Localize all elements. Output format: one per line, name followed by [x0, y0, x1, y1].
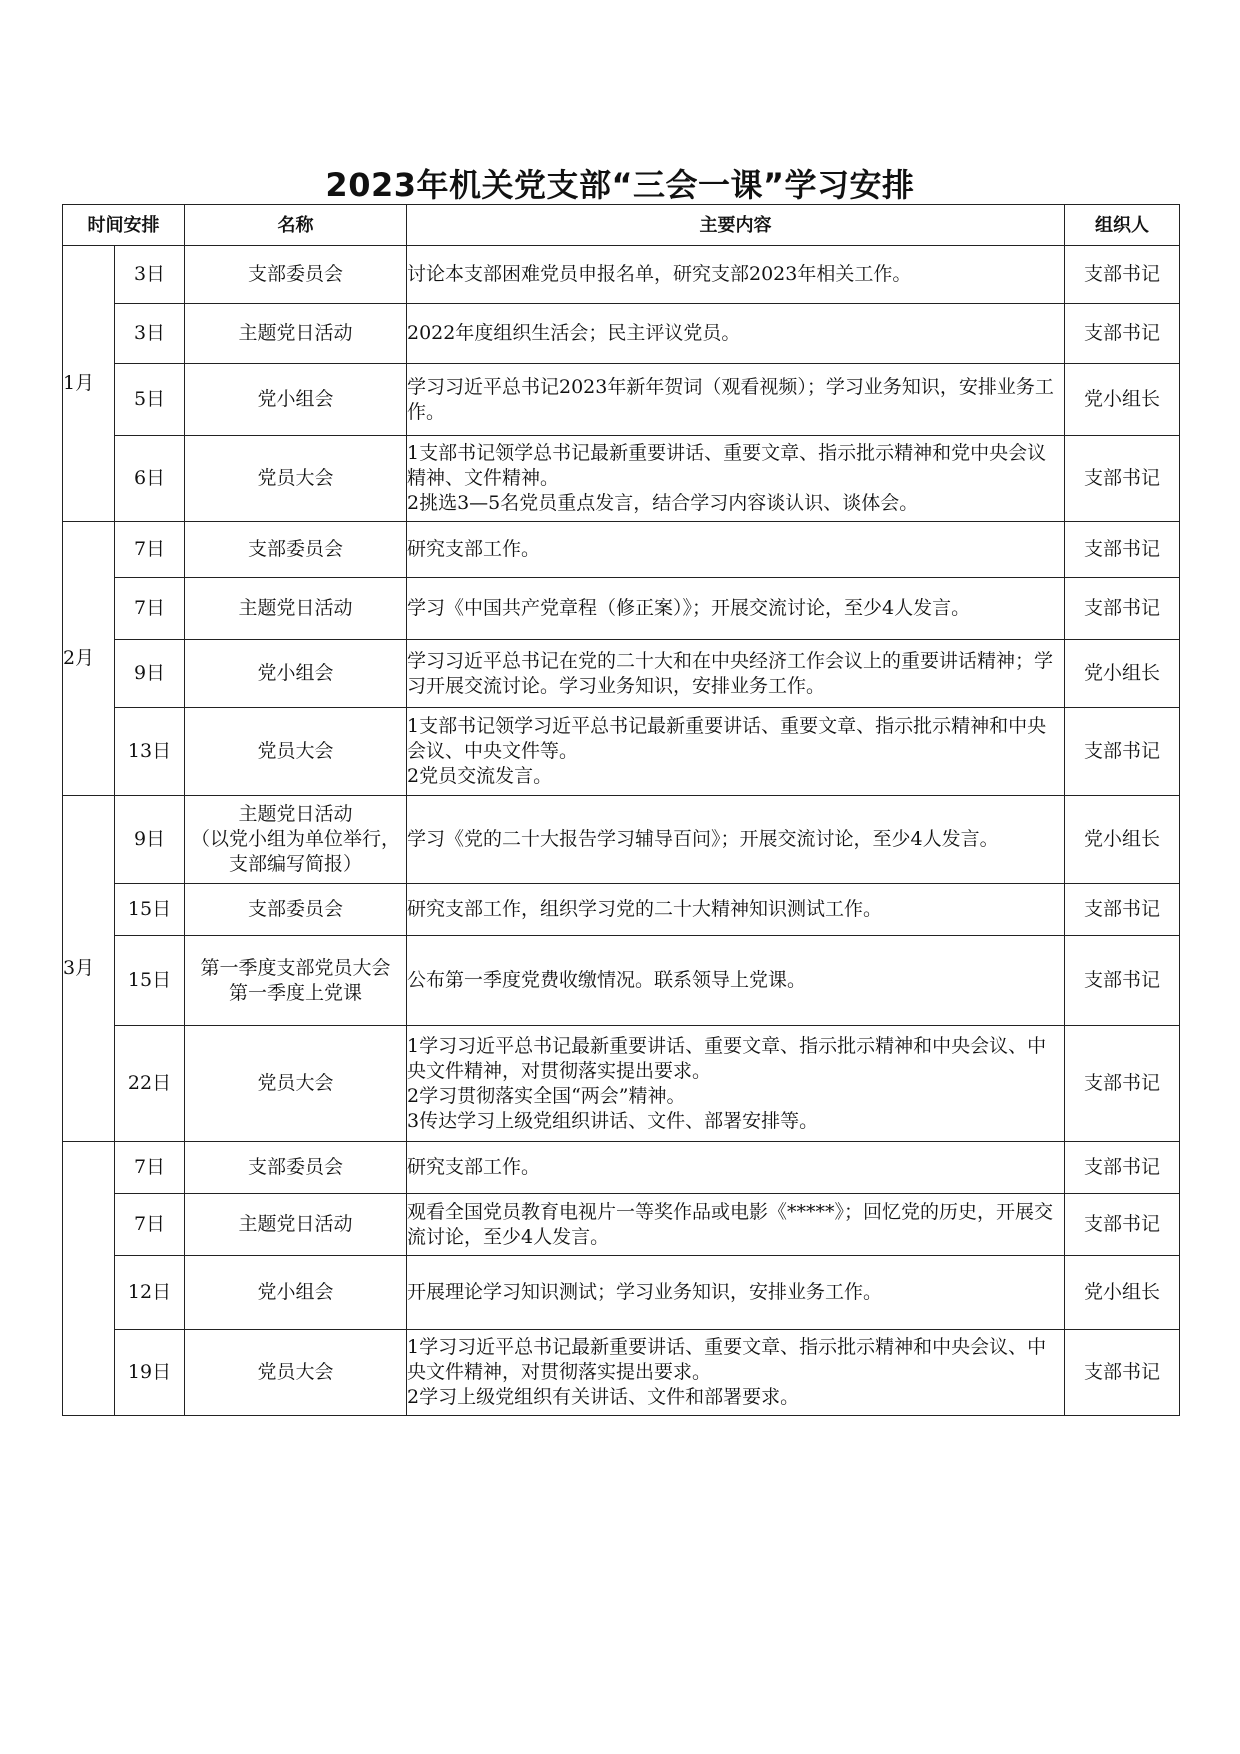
organizer-cell: 支部书记 [1065, 1026, 1180, 1142]
content-cell [407, 578, 1065, 640]
page-title: 2023年机关党支部“三会一课”学习安排 [325, 166, 915, 204]
table-row [63, 936, 1180, 1026]
content-item: 3传达学习上级党组织讲话、文件、部署安排等。 [407, 1109, 819, 1132]
meeting-name-line: 党员大会 [257, 740, 334, 762]
content-cell [407, 796, 1065, 884]
meeting-name-cell [185, 578, 407, 640]
meeting-name-line: 第一季度上党课 [228, 981, 362, 1004]
content-item: 2022年度组织生活会；民主评议党员。 [407, 322, 741, 344]
meeting-name-cell [185, 436, 407, 522]
table-row [63, 522, 1180, 578]
organizer-cell: 支部书记 [1065, 304, 1180, 364]
table-row [63, 1256, 1180, 1330]
table-row [63, 708, 1180, 796]
table-row [63, 364, 1180, 436]
content-item: 学习习近平总书记2023年新年贺词（观看视频）；学习业务知识，安排业务工作。 [407, 375, 1054, 423]
day-cell: 13日 [115, 708, 185, 796]
meeting-name-line: 党小组会 [257, 1281, 334, 1303]
organizer-cell: 支部书记 [1065, 578, 1180, 640]
content-cell [407, 246, 1065, 304]
content-cell [407, 436, 1065, 522]
content-item: 观看全国党员教育电视片一等奖作品或电影《*****》；回忆党的历史，开展交流讨论，至少4人发言。 [407, 1200, 1054, 1248]
meeting-name-line: 主题党日活动 [238, 803, 353, 825]
day-cell: 9日 [115, 640, 185, 708]
meeting-name-cell [185, 1256, 407, 1330]
meeting-name-cell [185, 640, 407, 708]
organizer-cell: 党小组长 [1065, 796, 1180, 884]
meeting-name-line: 主题党日活动 [238, 322, 353, 344]
header-organizer: 组织人 [1065, 205, 1180, 246]
meeting-name-line: 主题党日活动 [238, 597, 353, 619]
meeting-name-line: 党员大会 [257, 467, 334, 489]
organizer-cell: 支部书记 [1065, 436, 1180, 522]
meeting-name-line: 党小组会 [257, 388, 334, 410]
table-row [63, 1330, 1180, 1416]
table-row [63, 304, 1180, 364]
meeting-name-line: 党员大会 [257, 1361, 334, 1383]
day-cell: 3日 [115, 304, 185, 364]
content-item: 1学习习近平总书记最新重要讲话、重要文章、指示批示精神和中央会议、中央文件精神，对贯彻落实提出要求。 [407, 1336, 1047, 1383]
organizer-cell: 支部书记 [1065, 708, 1180, 796]
day-cell: 12日 [115, 1256, 185, 1330]
month-cell: 3月 [63, 796, 115, 1142]
content-cell [407, 1330, 1065, 1416]
header-row [63, 205, 1180, 246]
content-item: 1学习习近平总书记最新重要讲话、重要文章、指示批示精神和中央会议、中央文件精神，对贯彻落实提出要求。 [407, 1034, 1047, 1082]
day-cell: 7日 [115, 578, 185, 640]
organizer-cell: 支部书记 [1065, 936, 1180, 1026]
meeting-name-cell [185, 304, 407, 364]
meeting-name-cell [185, 1194, 407, 1256]
meeting-name-line: 主题党日活动 [238, 1213, 353, 1235]
content-cell [407, 1194, 1065, 1256]
content-item: 研究支部工作。 [407, 1156, 541, 1178]
schedule-table [62, 204, 1180, 1416]
content-cell [407, 708, 1065, 796]
content-item: 公布第一季度党费收缴情况。联系领导上党课。 [407, 969, 807, 991]
table-row [63, 246, 1180, 304]
content-cell [407, 936, 1065, 1026]
content-item: 开展理论学习知识测试；学习业务知识，安排业务工作。 [407, 1281, 883, 1303]
meeting-name-cell [185, 364, 407, 436]
content-cell [407, 1026, 1065, 1142]
content-item: 讨论本支部困难党员申报名单，研究支部2023年相关工作。 [407, 263, 912, 285]
meeting-name-line: 第一季度支部党员大会 [200, 956, 391, 979]
meeting-name-line: 党员大会 [257, 1072, 334, 1094]
meeting-name-cell [185, 936, 407, 1026]
meeting-name-line: 支部委员会 [247, 1156, 343, 1178]
table-row [63, 640, 1180, 708]
meeting-name-cell [185, 1142, 407, 1194]
content-item: 学习《党的二十大报告学习辅导百问》；开展交流讨论，至少4人发言。 [407, 828, 999, 850]
meeting-name-cell [185, 1330, 407, 1416]
content-item: 研究支部工作。 [407, 538, 541, 560]
meeting-name-line: 党小组会 [257, 662, 334, 684]
meeting-name-line: （以党小组为单位举行，支部编写简报） [190, 828, 400, 875]
day-cell: 22日 [115, 1026, 185, 1142]
content-item: 学习习近平总书记在党的二十大和在中央经济工作会议上的重要讲话精神；学习开展交流讨论。学习业务知识，安排业务工作。 [407, 649, 1054, 697]
table-row [63, 1194, 1180, 1256]
day-cell: 7日 [115, 1142, 185, 1194]
content-item: 2党员交流发言。 [407, 765, 553, 787]
meeting-name-line: 支部委员会 [247, 538, 343, 560]
table-row [63, 436, 1180, 522]
header-content: 主要内容 [407, 205, 1065, 246]
day-cell: 15日 [115, 884, 185, 936]
month-cell: 1月 [63, 246, 115, 522]
day-cell: 7日 [115, 1194, 185, 1256]
meeting-name-cell [185, 1026, 407, 1142]
content-cell [407, 304, 1065, 364]
table-row [63, 884, 1180, 936]
content-cell [407, 522, 1065, 578]
table-row [63, 578, 1180, 640]
content-cell [407, 1256, 1065, 1330]
schedule-body [63, 246, 1180, 1416]
month-cell: 2月 [63, 522, 115, 796]
day-cell: 15日 [115, 936, 185, 1026]
content-item: 2挑选3—5名党员重点发言，结合学习内容谈认识、谈体会。 [407, 492, 919, 514]
meeting-name-cell [185, 884, 407, 936]
meeting-name-cell [185, 796, 407, 884]
table-row [63, 796, 1180, 884]
content-item: 学习《中国共产党章程（修正案）》；开展交流讨论，至少4人发言。 [407, 597, 971, 619]
content-item: 研究支部工作，组织学习党的二十大精神知识测试工作。 [407, 898, 883, 920]
organizer-cell: 支部书记 [1065, 246, 1180, 304]
meeting-name-cell [185, 246, 407, 304]
content-item: 2学习贯彻落实全国“两会”精神。 [407, 1084, 686, 1107]
day-cell: 3日 [115, 246, 185, 304]
organizer-cell: 党小组长 [1065, 364, 1180, 436]
content-item: 1支部书记领学习近平总书记最新重要讲话、重要文章、指示批示精神和中央会议、中央文件等。 [407, 715, 1047, 762]
header-name: 名称 [185, 205, 407, 246]
day-cell: 5日 [115, 364, 185, 436]
content-item: 1支部书记领学总书记最新重要讲话、重要文章、指示批示精神和党中央会议精神、文件精神。 [407, 442, 1047, 489]
meeting-name-line: 支部委员会 [247, 263, 343, 285]
header-time: 时间安排 [63, 205, 185, 246]
table-row [63, 1026, 1180, 1142]
content-cell [407, 640, 1065, 708]
organizer-cell: 支部书记 [1065, 1330, 1180, 1416]
day-cell: 9日 [115, 796, 185, 884]
content-cell [407, 1142, 1065, 1194]
organizer-cell: 支部书记 [1065, 1194, 1180, 1256]
organizer-cell: 党小组长 [1065, 1256, 1180, 1330]
organizer-cell: 支部书记 [1065, 522, 1180, 578]
content-item: 2学习上级党组织有关讲话、文件和部署要求。 [407, 1386, 800, 1408]
table-row [63, 1142, 1180, 1194]
day-cell: 7日 [115, 522, 185, 578]
meeting-name-line: 支部委员会 [247, 898, 343, 920]
meeting-name-cell [185, 708, 407, 796]
meeting-name-cell [185, 522, 407, 578]
organizer-cell: 支部书记 [1065, 884, 1180, 936]
month-cell [63, 1142, 115, 1416]
day-cell: 19日 [115, 1330, 185, 1416]
organizer-cell: 支部书记 [1065, 1142, 1180, 1194]
organizer-cell: 党小组长 [1065, 640, 1180, 708]
day-cell: 6日 [115, 436, 185, 522]
content-cell [407, 364, 1065, 436]
content-cell [407, 884, 1065, 936]
